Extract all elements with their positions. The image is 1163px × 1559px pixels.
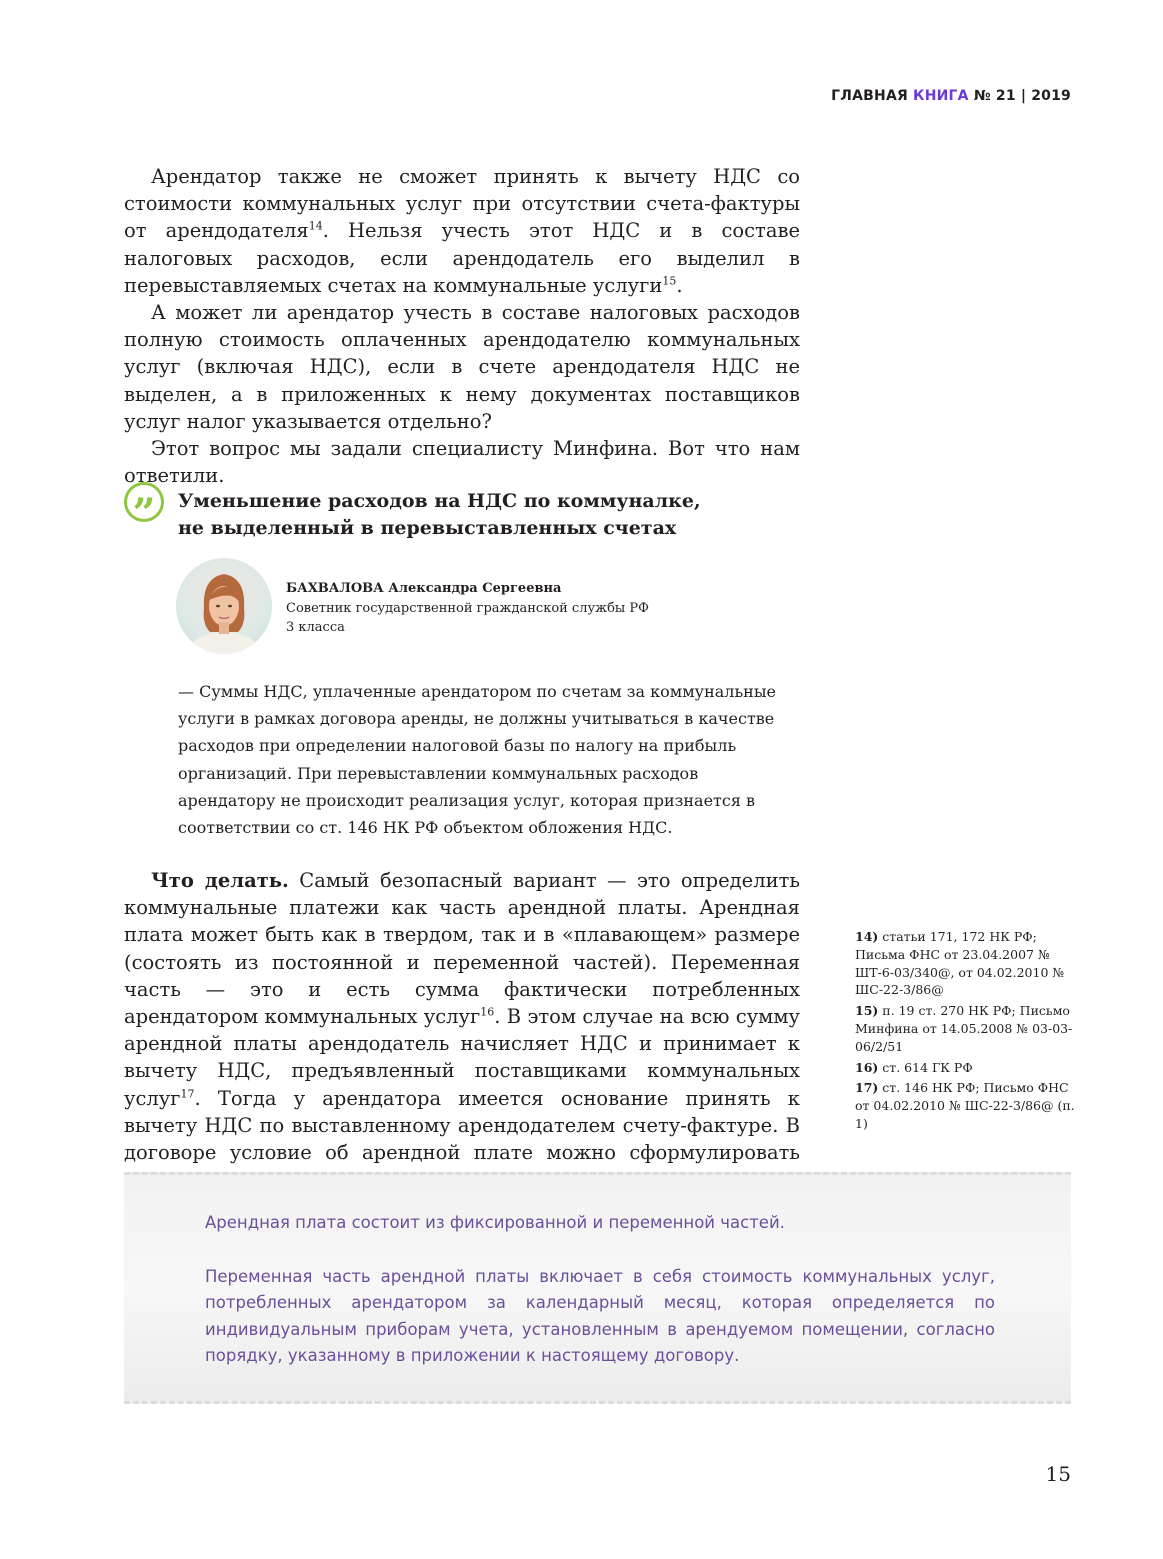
footnote-text: статьи 171, 172 НК РФ; Письма ФНС от 23.04.2007 № ШТ-6-03/340@, от 04.02.2010 № ШС-22-3/86@: [855, 929, 1065, 998]
intro-text: Арендатор также не сможет принять к вычету НДС со стоимости коммунальных услуг при отсутствии счета-фактуры от арендодателя: [124, 165, 800, 243]
expert-answer: — Суммы НДС, уплаченные арендатором по счетам за коммунальные услуги в рамках договора аренды, не должны учитываться в качестве расходов при определении налоговой базы по налогу на прибыль организаций. При перевыставлении коммунальных расходов арендатору не происходит реализация услуг, которая признается в соответствии со ст. 146 НК РФ объектом обложения НДС.: [178, 682, 777, 838]
quote-icon: ”: [124, 482, 164, 522]
footnote-number: 17): [855, 1080, 879, 1096]
intro-text: . Нельзя учесть этот НДС и в составе налоговых расходов, если арендодатель его выделил в перевыставляемых счетах на коммунальные услуги: [124, 219, 800, 297]
footnote-text: ст. 146 НК РФ; Письмо ФНС от 04.02.2010 № ШС-22-3/86@ (п. 1): [855, 1080, 1075, 1131]
brand-main: ГЛАВНАЯ: [831, 88, 908, 104]
footnotes: [855, 928, 1075, 1136]
footnote-text: п. 19 ст. 270 НК РФ; Письмо Минфина от 14.05.2008 № 03-03-06/2/51: [855, 1003, 1073, 1054]
expert-role: [286, 599, 706, 637]
footnote-text: ст. 614 ГК РФ: [882, 1059, 973, 1075]
contract-paragraph-2: Переменная часть арендной платы включает в себя стоимость коммунальных услуг, потребленных арендатором за календарный месяц, которая определяется по индивидуальным приборам учета, установленным в арендуемом помещении, согласно порядку, указанному в приложении к настоящему договору.: [205, 1266, 995, 1366]
footnote-ref[interactable]: 17: [180, 1087, 195, 1101]
footnote-ref[interactable]: 16: [480, 1005, 495, 1019]
todo-paragraph: [124, 867, 800, 1193]
footnote-number: 15): [855, 1003, 879, 1019]
magazine-header: [831, 88, 1071, 104]
expert-avatar: [176, 558, 272, 654]
quote-title: [178, 488, 798, 542]
expert-role-line: Советник государственной гражданской службы РФ: [286, 601, 649, 616]
todo-text: Самый безопасный вариант — это определить коммунальные платежи как часть арендной платы. Арендная плата может быть как в твердом, так и в «плавающем» размере (состоять из постоянной и переменной частей). Переменная часть — это и есть сумма фактически потребленных арендатором коммунальных услуг: [124, 869, 800, 1029]
intro-text: .: [676, 273, 683, 297]
intro-paragraph-1: [124, 163, 800, 299]
footnote-item: [855, 1002, 1075, 1055]
expert-name: БАХВАЛОВА Александра Сергеевна: [286, 581, 562, 596]
todo-lead: Что делать.: [151, 869, 289, 892]
footnote-item: [855, 1079, 1075, 1132]
expert-role-line: 3 класса: [286, 620, 345, 635]
page-number: 15: [1045, 1462, 1071, 1486]
quote-title-line: Уменьшение расходов на НДС по коммуналке,: [178, 490, 701, 512]
contract-paragraph-1: Арендная плата состоит из фиксированной и переменной частей.: [205, 1213, 785, 1232]
contract-text: [205, 1210, 995, 1397]
todo-text: . Тогда у арендатора имеется основание принять к вычету НДС по выставленному арендодателем счету-фактуре. В договоре условие об арендной плате можно сформулировать: [124, 1086, 800, 1165]
footnote-number: 14): [855, 929, 879, 944]
footnote-ref[interactable]: 14: [308, 219, 323, 233]
todo-section: [124, 867, 800, 1193]
footnote-item: [855, 928, 1075, 999]
intro-section: [124, 163, 800, 489]
footnote-number: 16): [855, 1059, 879, 1075]
footnote-item: [855, 1059, 1075, 1077]
contract-example-box: [124, 1172, 1071, 1404]
issue-number: № 21 | 2019: [973, 88, 1071, 104]
footnote-ref[interactable]: 15: [662, 274, 677, 288]
intro-paragraph-2: А может ли арендатор учесть в составе налоговых расходов полную стоимость оплаченных арендодателю коммунальных услуг (включая НДС), если в счете арендодателя НДС не выделен, а в приложенных к нему документах поставщиков услуг налог указывается отдельно?: [124, 301, 800, 433]
intro-paragraph-3: Этот вопрос мы задали специалисту Минфина. Вот что нам ответили.: [124, 437, 800, 488]
todo-text: . В этом случае на всю сумму арендной платы арендодатель начисляет НДС и принимает к вычету НДС, предъявленный поставщиками коммунальных услуг: [124, 1005, 800, 1110]
brand-accent: КНИГА: [913, 88, 969, 104]
quote-title-line: не выделенный в перевыставленных счетах: [178, 517, 677, 539]
